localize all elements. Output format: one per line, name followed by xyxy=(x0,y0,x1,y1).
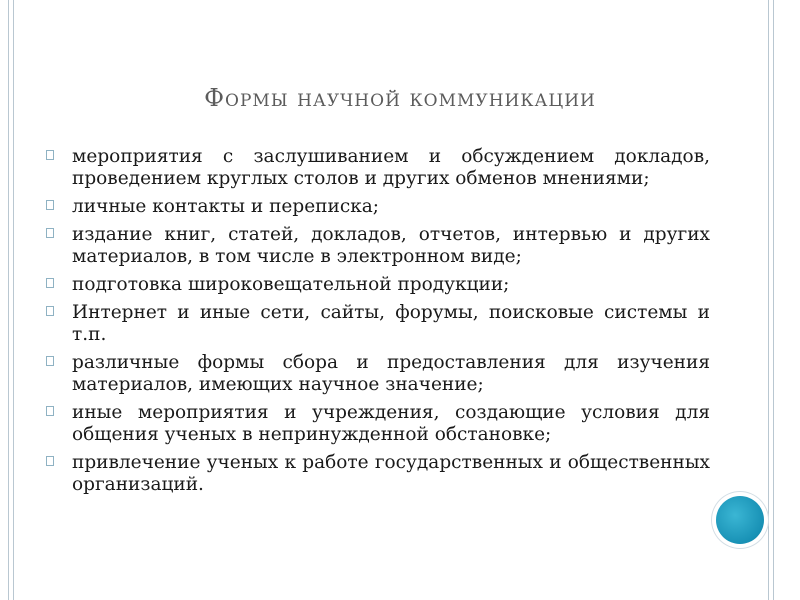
bullet-square-icon xyxy=(46,456,54,466)
bullet-square-icon xyxy=(46,306,54,316)
list-item xyxy=(46,352,710,396)
list-item xyxy=(46,302,710,346)
list-item xyxy=(46,224,710,268)
bullet-square-icon xyxy=(46,356,54,366)
list-item xyxy=(46,402,710,446)
slide-title: Формы научной коммуникации xyxy=(204,84,596,112)
bullet-square-icon xyxy=(46,200,54,210)
list-item xyxy=(46,146,710,190)
bullet-square-icon xyxy=(46,150,54,160)
list-item-text: различные формы сбора и предоставления для изучения материалов, имеющих научное значение; xyxy=(72,352,710,395)
bullet-list xyxy=(46,146,710,502)
list-item-text: издание книг, статей, докладов, отчетов, интервью и других материалов, в том числе в электронном виде; xyxy=(72,224,710,267)
bullet-square-icon xyxy=(46,406,54,416)
bullet-square-icon xyxy=(46,278,54,288)
list-item-text: иные мероприятия и учреждения, создающие условия для общения ученых в непринужденной обстановке; xyxy=(72,402,710,445)
list-item xyxy=(46,452,710,496)
bullet-square-icon xyxy=(46,228,54,238)
list-item-text: подготовка широковещательной продукции; xyxy=(72,274,510,295)
list-item-text: мероприятия с заслушиванием и обсуждением докладов, проведением круглых столов и других обменов мнениями; xyxy=(72,146,710,189)
list-item-text: личные контакты и переписка; xyxy=(72,196,380,217)
list-item xyxy=(46,274,710,296)
list-item-text: привлечение ученых к работе государственных и общественных организаций. xyxy=(72,452,710,495)
list-item-text: Интернет и иные сети, сайты, форумы, поисковые системы и т.п. xyxy=(72,302,710,345)
list-item xyxy=(46,196,710,218)
accent-circle-icon xyxy=(716,496,764,544)
